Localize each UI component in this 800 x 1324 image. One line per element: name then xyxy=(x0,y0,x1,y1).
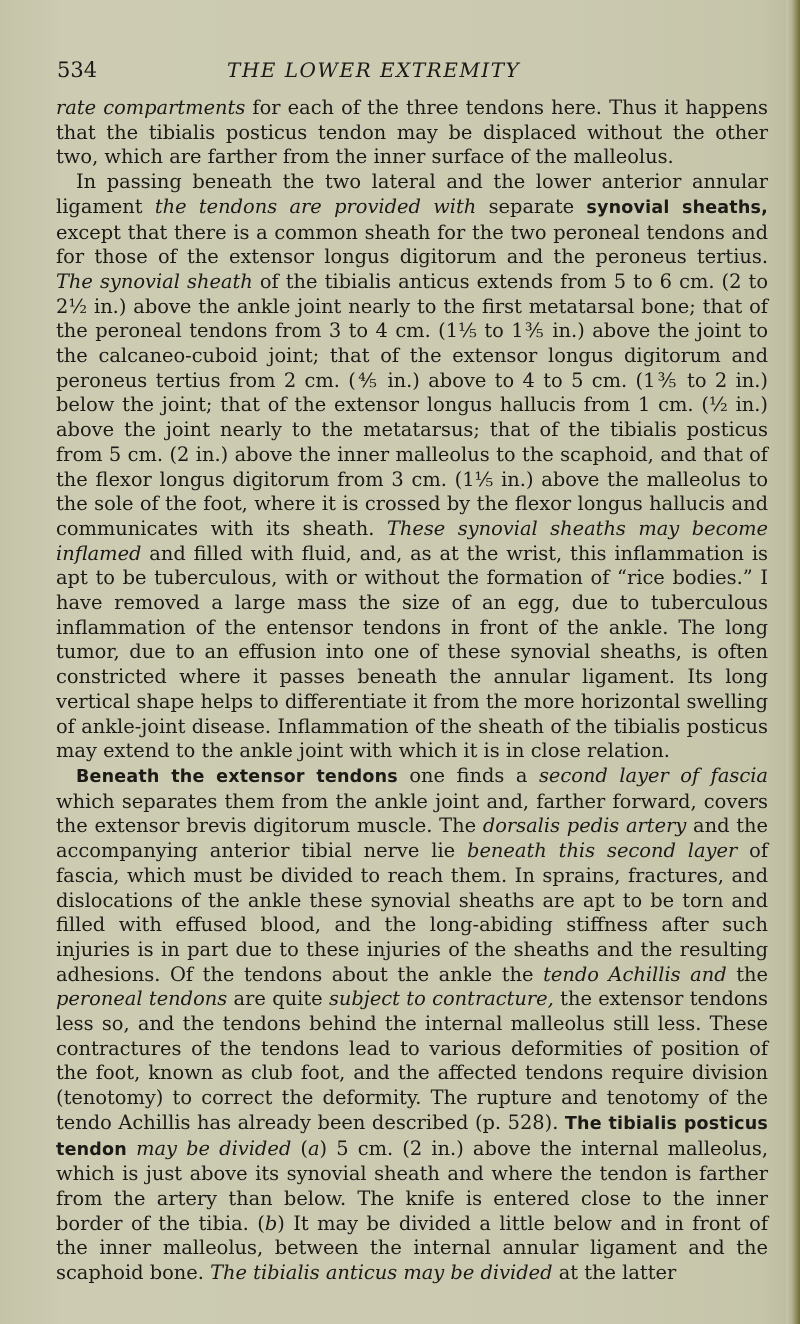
text-run: ( xyxy=(291,1136,308,1160)
italic-text: peroneal tendons xyxy=(56,987,228,1011)
italic-text: dorsalis pedis artery xyxy=(482,814,687,838)
text-run: separate xyxy=(476,194,587,218)
italic-text: a xyxy=(307,1136,320,1160)
italic-text: The tibialis anticus may be divided xyxy=(210,1261,553,1285)
page-header xyxy=(57,58,777,88)
text-run: of the tibialis anticus extends from 5 to 6 cm. (2 to 2½ in.) above the ankle joint nearly to the first metatarsal bone; that of the peroneal tendons from 3 to 4 cm. (1⅕ to 1⅗ in.) above the joint to the calcaneo-cuboid joint; that of the extensor longus digitorum and peroneus tertius from 2 cm. (⅘ in.) above to 4 to 5 cm. (1⅗ to 2 in.) below the joint; that of the extensor longus hallucis from 1 cm. (½ in.) above the joint nearly to the metatarsus; that of the tibialis posticus from 5 cm. (2 in.) above the inner malleolus to the scaphoid, and that of the flexor longus digitorum from 3 cm. (1⅕ in.) above the malleolus to the sole of the foot, where it is crossed by the flexor longus hallucis and communicates with its sheath. xyxy=(56,269,768,540)
text-run: for each of the three tendons here. Thus it happens that the tibialis posticus tendon may be displaced without the other two, which are farther from the inner surface of the malleolus. xyxy=(56,96,768,169)
text-run: one finds a xyxy=(397,763,539,787)
italic-text: subject to contracture, xyxy=(328,987,554,1011)
text-run: ) It may be divided a little below and in front of the inner malleolus, between the internal annular ligament and the scaphoid bone. xyxy=(56,1211,768,1285)
text-run: are quite xyxy=(227,987,329,1011)
text-run: In passing beneath the two lateral and the lower anterior annular ligament xyxy=(56,170,768,218)
text-run: and filled with fluid, and, as at the wrist, this inflammation is apt to be tuberculous, with or without the formation of “rice bodies.” I have removed a large mass the size of an egg, due to tuberculous inflammation of the entensor tendons in front of the ankle. The long tumor, due to an effusion into one of these synovial sheaths, is often constricted where it passes beneath the annular ligament. Its long vertical shape helps to differentiate it from the more horizontal swelling of ankle-joint disease. Inflammation of the sheath of the tibialis posticus may extend to the ankle joint with which it is in close relation. xyxy=(56,541,768,763)
text-run: which separates them from the ankle joint and, farther forward, covers the extensor brevis digitorum muscle. The xyxy=(56,789,768,838)
page-edge xyxy=(786,0,800,1324)
italic-text: rate compartments xyxy=(56,96,246,119)
text-run: the extensor tendons less so, and the tendons behind the internal malleolus still less. These contractures of the tendons lead to various deformities of position of the foot, known as club foot, and the affected tendons require division (tenotomy) to correct the deformity. The rupture and tenotomy of the tendo Achillis has already been described (p. 528). xyxy=(56,987,768,1134)
italic-text: second layer of fascia xyxy=(538,763,768,787)
italic-text: These synovial sheaths may become inflamed xyxy=(56,516,768,565)
paragraph xyxy=(56,170,768,764)
text-run: at the latter xyxy=(552,1261,677,1285)
bold-term: synovial sheaths, xyxy=(586,197,768,218)
bold-term: The tibialis posticus tendon xyxy=(56,1113,768,1160)
page-number: 534 xyxy=(57,58,98,82)
text-run: ) 5 cm. (2 in.) above the internal malleolus, which is just above its synovial sheath and where the tendon is farther from the artery than below. The knife is entered close to the inner border of the tibia. ( xyxy=(56,1136,768,1235)
running-title: THE LOWER EXTREMITY xyxy=(227,58,521,82)
text-run: the xyxy=(726,962,768,986)
italic-text: The synovial sheath xyxy=(56,269,253,293)
bold-term: Beneath the extensor tendons xyxy=(76,766,398,787)
italic-text: the tendons are provided with xyxy=(154,194,477,218)
paragraph xyxy=(56,96,768,170)
paragraph xyxy=(56,764,768,1286)
text-run xyxy=(127,1137,136,1160)
body-text xyxy=(56,96,768,1286)
italic-text: beneath this second layer xyxy=(467,839,738,863)
italic-text: b xyxy=(264,1211,278,1235)
italic-text: may be divided xyxy=(136,1136,292,1160)
text-run: and the accompanying anterior tibial nerve lie xyxy=(56,814,769,863)
text-run: of fascia, which must be divided to reach them. In sprains, fractures, and dislocations of the ankle these synovial sheaths are apt to be torn and filled with effused blood, and the long-abiding stiffness after such injuries is in part due to these injuries of the sheaths and the resulting adhesions. Of the tendons about the ankle the xyxy=(56,839,768,986)
italic-text: tendo Achillis and xyxy=(543,962,727,986)
text-run: except that there is a common sheath for the two peroneal tendons and for those of the extensor longus digitorum and the peroneus tertius. xyxy=(56,220,768,269)
